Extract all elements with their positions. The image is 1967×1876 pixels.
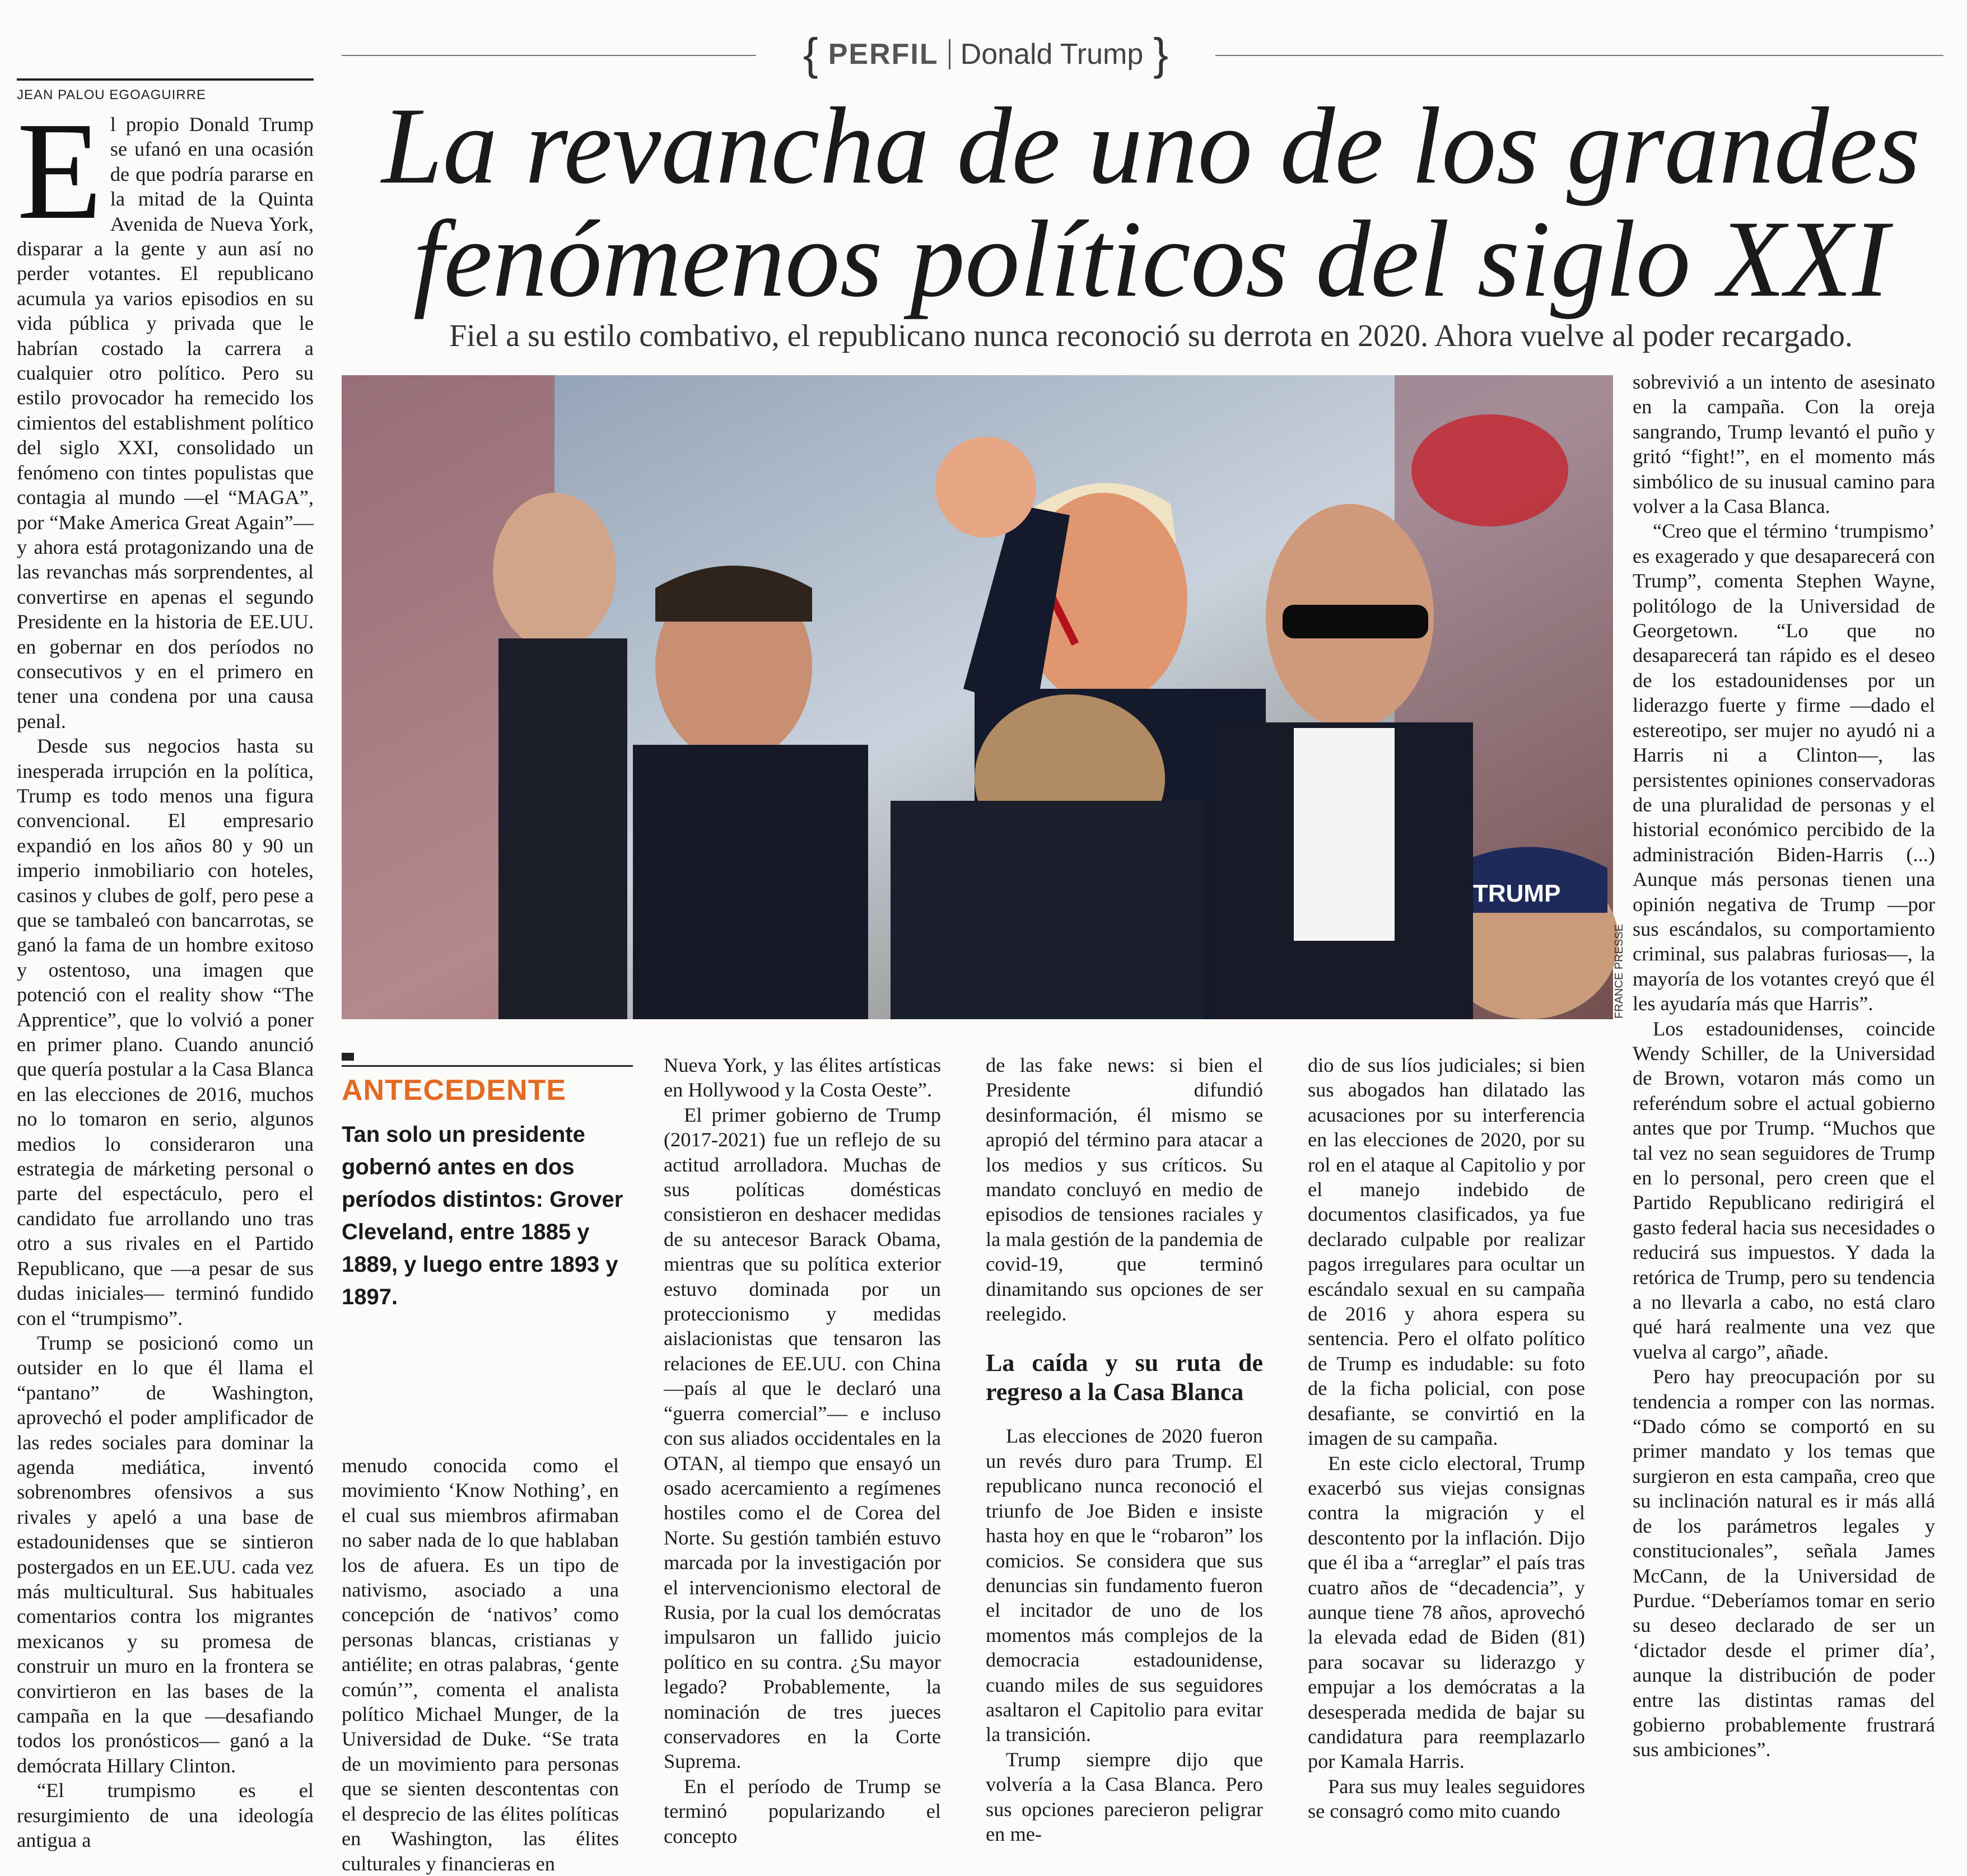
news-photo <box>342 375 1613 1019</box>
sidebar-marker <box>342 1053 354 1061</box>
close-brace-icon: } <box>1153 29 1168 79</box>
paragraph: l propio Donald Trump se ufanó en una ocasión de que podría pararse en la mitad de la Quinta Avenida de Nueva York, disparar a la gente y aun así no perder votantes. El republicano acumula ya varios episodios en su vida pública y privada que le habrían costado la carrera a cualquier otro político. Pero su estilo provocador ha remecido los cimientos del establishment político del siglo XXI, consolidado un fenómeno con tintes populistas que contagia al mundo —el “MAGA”, por “Make America Great Again”— y ahora está protagonizando una de las revanchas más sorprendentes, al convertirse en apenas el segundo Presidente en la historia de EE.UU. en gobernar en dos períodos no consecutivos y en el primero en tener una condena por una causa penal. <box>17 113 314 732</box>
paragraph: sobrevivió a un intento de asesinato en la campaña. Con la oreja sangrando, Trump levantó el puño y gritó “fight!”, en el momento más simbólico de su inusual camino para volver a la Casa Blanca. <box>1633 371 1935 518</box>
column-1 <box>342 1453 619 1875</box>
paragraph: Para sus muy leales seguidores se consagró como mito cuando <box>1308 1775 1585 1823</box>
column-3 <box>986 1053 1263 1845</box>
paragraph: Trump siempre dijo que volvería a la Casa Blanca. Pero sus opciones parecieron peligrar en me- <box>986 1748 1263 1845</box>
column-2 <box>664 1053 941 1847</box>
paragraph: Desde sus negocios hasta su inesperada irrupción en la política, Trump es todo menos una figura convencional. El empresario expandió en los años 80 y 90 un imperio inmobiliario con hoteles, casinos y clubes de golf, pero pese a que se tambaleó con bancarrotas, se ganó la fama de un hombre exitoso y ostentoso, una imagen que potenció con el reality show “The Apprentice”, que lo volvió a poner en primer plano. Cuando anunció que quería postular a la Casa Blanca en las elecciones de 2016, muchos no lo tomaron en serio, algunos medios lo consideraron una estrategia de márketing personal o parte del espectáculo, pero el candidato fue arrollando uno tras otro a sus rivales en el Partido Republicano, que —a pesar de sus dudas iniciales— terminó fundido con el “trumpismo”. <box>17 735 314 1329</box>
section-kicker: PERFIL <box>828 38 939 71</box>
byline: JEAN PALOU EGOAGUIRRE <box>17 78 314 103</box>
paragraph: Pero hay preocupación por su tendencia a romper con las normas. “Dado cómo se comportó en su primer mandato y los temas que surgieron en esta campaña, creo que su inclinación natural es ir más allá de los parámetros legales y constitucionales”, señala James McCann, de la Universidad de Purdue. “Deberíamos tomar en serio su deseo declarado de ser un ‘dictador desde el primer día’, aunque la distribución de poder entre las distintas ramas del gobierno probablemente frustrará sus ambiciones”. <box>1633 1365 1935 1761</box>
paragraph: menudo conocida como el movimiento ‘Know Nothing’, en el cual sus miembros afirmaban no saber nada de lo que hablaban los de afuera. Es un tipo de nativismo, asociado a una concepción de ‘nativos’ como personas blancas, cristianas y antiélite; en otras palabras, ‘gente común’”, comenta el analista político Michael Munger, de la Universidad de Duke. “Se trata de un movimiento para personas que se sienten descontentas con el desprecio de las élites políticas en Washington, las élites culturales y financieras en <box>342 1454 619 1875</box>
sidebar-box <box>342 1053 633 1313</box>
paragraph: Trump se posicionó como un outsider en lo que él llama el “pantano” de Washington, aprovechó el poder amplificador de las redes sociales para dominar la agenda mediática, inventó sobrenombres ofensivos a sus rivales y apeló a una base de estadounidenses que se sintieron postergados en un EE.UU. cada vez más multicultural. Sus habituales comentarios contra los migrantes mexicanos y su promesa de construir un muro en la frontera se convirtieron en las bases de la campaña en la que —desafiando todos los pronósticos— ganó a la demócrata Hillary Clinton. <box>17 1331 314 1777</box>
paragraph: “Creo que el término ‘trumpismo’ es exagerado y que desaparecerá con Trump”, comenta Stephen Wayne, politólogo de la Universidad de Georgetown. “Lo que no desaparecerá tan rápido es el deseo de los estadounidenses por un liderazgo fuerte y firme —dado el estereotipo, ser mujer no ayudó ni a Harris ni a Clinton—, las persistentes opiniones conservadoras de una pluralidad de personas y el historial económico percibido de la administración Biden-Harris (...) Aunque más personas tienen una opinión negativa de Trump —por sus escándalos, su comportamiento criminal, sus palabras furiosas—, la mayoría de los votantes creyó que él les ayudaría más que Harris”. <box>1633 520 1935 1015</box>
column-4 <box>1308 1053 1585 1823</box>
deck: Fiel a su estilo combativo, el republicano nunca reconoció su derrota en 2020. Ahora vuelve al poder recargado. <box>449 319 1853 353</box>
paragraph: El primer gobierno de Trump (2017-2021) fue un reflejo de su actitud arrolladora. Muchas de sus políticas domésticas consistieron en deshacer medidas de su antecesor Barack Obama, mientras que su política exterior estuvo dominada por un proteccionismo y medidas aislacionistas que tensaron las relaciones de EE.UU. con China —país al que le declaró una “guerra comercial”— e incluso con sus aliados occidentales en la OTAN, al tiempo que ensayó un osado acercamiento a regímenes hostiles como el de Corea del Norte. Su gestión también estuvo marcada por la investigación por el intervencionismo electoral de Rusia, por la cual los demócratas impulsaron un fallido juicio político en su contra. ¿Su mayor legado? Probablemente, la nominación de tres jueces conservadores en la Corte Suprema. <box>664 1103 941 1773</box>
sidebar-text: Tan solo un presidente gobernó antes en dos períodos distintos: Grover Cleveland, entre 1885 y 1889, y luego entre 1893 y 1897. <box>342 1122 623 1309</box>
sidebar-kicker: ANTECEDENTE <box>342 1065 633 1107</box>
photo-illustration <box>342 375 1613 1019</box>
photo-credit: FRANCE PRESSE <box>1613 924 1625 1019</box>
dropcap: E <box>17 94 102 249</box>
paragraph: “El trumpismo es el resurgimiento de una ideología antigua a <box>17 1779 314 1852</box>
section-topic: Donald Trump <box>960 38 1144 71</box>
paragraph: de las fake news: si bien el Presidente difundió desinformación, él mismo se apropió del término para atacar a los medios y sus críticos. Su mandato concluyó en medio de episodios de tensiones raciales y la mala gestión de la pandemia de covid-19, que terminó dinamitando sus opciones de ser reelegido. <box>986 1054 1263 1326</box>
paragraph: En este ciclo electoral, Trump exacerbó sus viejas consignas contra la migración y el descontento por la inflación. Dijo que él iba a “arreglar” el país tras cuatro años de “decadencia”, y aunque tiene 78 años, aprovechó la elevada edad de Biden (81) para socavar su liderazgo y empujar a los demócratas a la desesperada medida de bajar su candidatura para reemplazarlo por Kamala Harris. <box>1308 1452 1585 1773</box>
paragraph: En el período de Trump se terminó popularizando el concepto <box>664 1775 941 1847</box>
paragraph: Nueva York, y las élites artísticas en Hollywood y la Costa Oeste”. <box>664 1054 941 1102</box>
cap-text: TRUMP <box>1473 880 1561 907</box>
header-rule-right <box>1215 55 1943 56</box>
header-rule-left <box>342 55 756 56</box>
paragraph: Las elecciones de 2020 fueron un revés duro para Trump. El republicano nunca reconoció el triunfo de Joe Biden e insiste hasta hoy en que le “robaron” los comicios. Se considera que sus denuncias sin fundamento fueron el incitador de uno de los momentos más complejos de la democracia estadounidense, cuando miles de sus seguidores asaltaron el Capitolio para evitar la transición. <box>986 1425 1263 1746</box>
section-header <box>773 24 1199 85</box>
right-column <box>1633 370 1935 1761</box>
subhead: La caída y su ruta de regreso a la Casa Blanca <box>986 1349 1263 1406</box>
sunglasses <box>1283 605 1428 638</box>
open-brace-icon: { <box>803 29 818 79</box>
raised-fist <box>935 437 1036 538</box>
paragraph: Los estadounidenses, coincide Wendy Schiller, de la Universidad de Brown, votaron más como un referéndum sobre el actual gobierno antes que por Trump. “Muchos que tal vez no sean seguidores de Trump en lo personal, pero creen que el Partido Republicano redirigirá el gasto federal hacia sus necesidades o reducirá sus impuestos. Y dada la retórica de Trump, pero su tendencia a no llevarla a cabo, no está claro qué hará realmente una vez que vuelva al cargo”, añade. <box>1633 1017 1935 1363</box>
section-divider <box>949 39 950 69</box>
paragraph: dio de sus líos judiciales; si bien sus abogados han dilatado las acusaciones por su interferencia en las elecciones de 2020, por su rol en el ataque al Capitolio y por el manejo indebido de documentos clasificados, ya fue declarado culpable por realizar pagos irregulares para ocultar un escándalo sexual en su campaña de 2016 y ahora espera su sentencia. Pero el olfato político de Trump es indudable: su foto de la ficha policial, con pose desafiante, se convirtió en la imagen de su campaña. <box>1308 1054 1585 1450</box>
headline: La revancha de uno de los grandes fenómenos políticos del siglo XXI <box>381 85 1921 320</box>
